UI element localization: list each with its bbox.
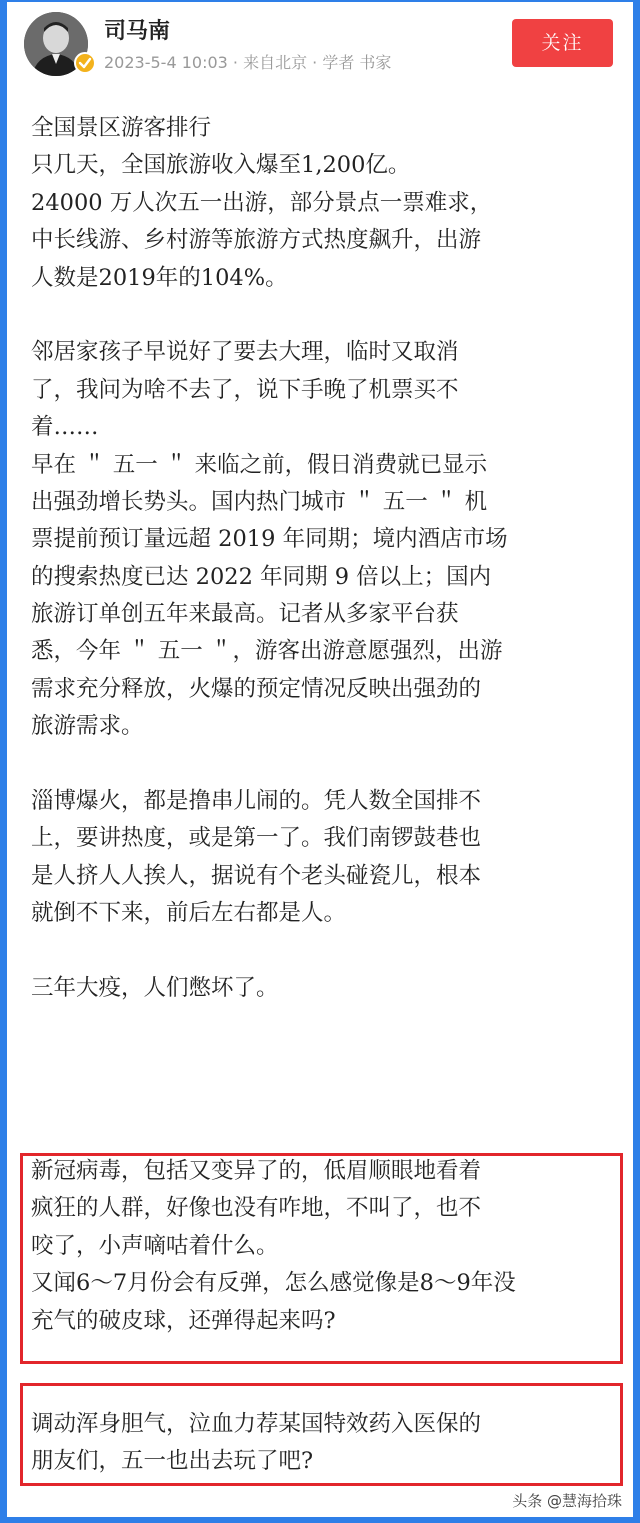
text-line: 又闻6～7月份会有反弹，怎么感觉像是8～9年没 bbox=[31, 1270, 516, 1297]
text-line: 出强劲增长势头。国内热门城市 ＂ 五一 ＂ 机 bbox=[31, 488, 488, 515]
author-name[interactable]: 司马南 bbox=[104, 19, 171, 44]
text-line: 调动浑身胆气，泣血力荐某国特效药入医保的 bbox=[31, 1411, 482, 1437]
highlight-section-1 bbox=[31, 1153, 621, 1340]
text-line: 早在 ＂ 五一 ＂ 来临之前，假日消费就已显示 bbox=[31, 451, 488, 478]
text-line: 上，要讲热度，或是第一了。我们南锣鼓巷也 bbox=[31, 825, 482, 852]
text-line: 是人挤人人挨人，据说有个老头碰瓷儿，根本 bbox=[31, 862, 482, 889]
post-meta: 2023-5-4 10:03 · 来自北京 · 学者 书家 bbox=[104, 53, 392, 72]
text-line: 人数是2019年的104%。 bbox=[31, 264, 288, 291]
text-line: 淄博爆火，都是撸串儿闹的。凭人数全国排不 bbox=[31, 788, 482, 815]
post-header bbox=[0, 0, 640, 90]
highlight-section-2 bbox=[31, 1406, 621, 1481]
text-line: 的搜索热度已达 2022 年同期 9 倍以上；国内 bbox=[31, 563, 492, 590]
text-line: 着…… bbox=[31, 414, 99, 441]
text-line: 了，我问为啥不去了，说下手晚了机票买不 bbox=[31, 376, 459, 403]
text-line: 朋友们，五一也出去玩了吧? bbox=[31, 1448, 314, 1475]
text-line: 就倒不下来，前后左右都是人。 bbox=[31, 900, 347, 927]
post-body bbox=[31, 110, 621, 1007]
text-line: 邻居家孩子早说好了要去大理，临时又取消 bbox=[31, 339, 459, 366]
paragraph-gap bbox=[31, 933, 621, 970]
text-line: 票提前预订量远超 2019 年同期；境内酒店市场 bbox=[31, 526, 508, 553]
text-line: 三年大疫，人们憋坏了。 bbox=[31, 974, 279, 1001]
text-line: 24000 万人次五一出游，部分景点一票难求， bbox=[31, 189, 493, 216]
text-line: 疯狂的人群，好像也没有咋地，不叫了，也不 bbox=[31, 1195, 482, 1222]
follow-button[interactable]: 关注 bbox=[512, 19, 613, 67]
text-line: 需求充分释放，火爆的预定情况反映出强劲的 bbox=[31, 675, 482, 702]
text-line: 中长线游、乡村游等旅游方式热度飙升，出游 bbox=[31, 227, 482, 254]
text-line: 旅游订单创五年来最高。记者从多家平台获 bbox=[31, 601, 459, 628]
paragraph-gap bbox=[31, 746, 621, 783]
text-line: 新冠病毒，包括又变异了的，低眉顺眼地看着 bbox=[31, 1158, 482, 1184]
paragraph-gap bbox=[31, 297, 621, 334]
verified-badge-icon bbox=[74, 52, 96, 74]
text-line: 咬了，小声嘀咕着什么。 bbox=[31, 1232, 279, 1259]
text-line: 只几天，全国旅游收入爆至1,200亿。 bbox=[31, 152, 411, 179]
text-line: 旅游需求。 bbox=[31, 713, 144, 740]
text-line: 悉，今年 ＂ 五一 ＂，游客出游意愿强烈，出游 bbox=[31, 638, 503, 665]
watermark: 头条 @慧海拾珠 bbox=[512, 1492, 622, 1510]
text-line: 全国景区游客排行 bbox=[31, 115, 212, 141]
text-line: 充气的破皮球，还弹得起来吗? bbox=[31, 1307, 336, 1334]
